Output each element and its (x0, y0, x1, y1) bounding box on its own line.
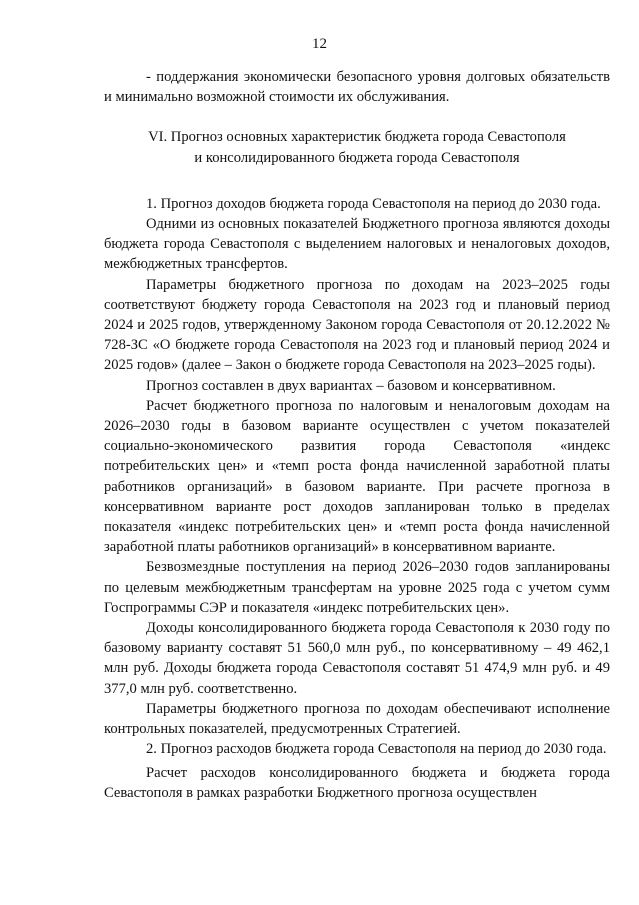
page-number: 12 (312, 36, 327, 52)
paragraph-expenditure-forecast-title: 2. Прогноз расходов бюджета города Севастополя на период до 2030 года. (146, 741, 607, 758)
section-heading-line-1: VI. Прогноз основных характеристик бюджета города Севастополя (148, 129, 566, 146)
bullet-paragraph: - поддержания экономически безопасного уровня долговых обязательств и минимально возможной стоимости их обслуживания. (104, 69, 610, 106)
paragraph-calculation-method: Расчет бюджетного прогноза по налоговым и неналоговым доходам на 2026–2030 годы в базовом варианте осуществлен с учетом показателей социально-экономического развития города Севастополя «индекс потребительских цен» и «темп роста фонда начисленной заработной платы работников организаций» в базовом варианте. При расчете прогноза в консервативном варианте рост доходов запланирован только в пределах показателя «индекс потребительских цен» и «темп роста фонда начисленной заработной платы работников организаций» в консервативном варианте. (104, 397, 610, 556)
document-body (104, 67, 610, 803)
paragraph-revenue-forecast-title: 1. Прогноз доходов бюджета города Севастополя на период до 2030 года. (146, 195, 601, 212)
paragraph-parameters-2023-2025: Параметры бюджетного прогноза по доходам на 2023–2025 годы соответствуют бюджету города Севастополя на 2023 год и плановый период 2024 и 2025 годов, утвержденному Законом города Севастополя от 20.12.2022 № 728-ЗС «О бюджете города Севастополя на 2023 год и плановый период 2024 и 2025 годов» (далее – Закон о бюджете города Севастополя на 2023–2025 годы). (104, 276, 610, 374)
paragraph-gratuitous-receipts: Безвозмездные поступления на период 2026–2030 годов запланированы по целевым межбюджетным трансфертам на уровне 2025 года с учетом сумм Госпрограммы СЭР и показателя «индекс потребительских цен». (104, 559, 610, 616)
paragraph-control-indicators: Параметры бюджетного прогноза по доходам обеспечивают исполнение контрольных показателей, предусмотренных Стратегией. (104, 700, 610, 738)
paragraph-revenue-totals: Доходы консолидированного бюджета города Севастополя к 2030 году по базовому варианту составят 51 560,0 млн руб., по консервативному – 49 462,1 млн руб. Доходы бюджета города Севастополя составят 51 474,9 млн руб. и 49 377,0 млн руб. соответственно. (104, 620, 610, 697)
section-heading-line-2: и консолидированного бюджета города Севастополя (194, 149, 520, 166)
paragraph-expenditure-calculation: Расчет расходов консолидированного бюджета и бюджета города Севастополя в рамках разработки Бюджетного прогноза осуществлен (104, 764, 610, 801)
paragraph-main-indicators: Одними из основных показателей Бюджетного прогноза являются доходы бюджета города Севастополя с выделением налоговых и неналоговых доходов, межбюджетных трансфертов. (104, 216, 610, 273)
paragraph-two-variants: Прогноз составлен в двух вариантах – базовом и консервативном. (146, 377, 556, 394)
